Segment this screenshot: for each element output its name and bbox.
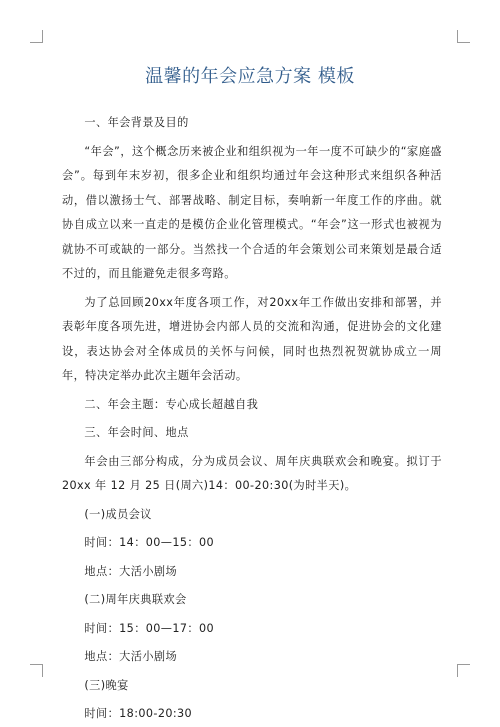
part-time-dinner: 时间：18:00-20:30 xyxy=(84,707,193,720)
part-time-anniversary-party: 时间：15：00—17：00 xyxy=(84,621,215,635)
part-title-anniversary-party: (二)周年庆典联欢会 xyxy=(84,593,187,606)
part-place-anniversary-party: 地点：大活小剧场 xyxy=(84,650,178,663)
document-title: 温馨的年会应急方案 模板 xyxy=(145,66,355,87)
part-place-member-meeting: 地点：大活小剧场 xyxy=(84,564,178,578)
part-title-member-meeting: (一)成员会议 xyxy=(84,507,152,521)
crop-mark-top-left xyxy=(30,30,43,43)
paragraph-schedule: 年会由三部分构成，分为成员会议、周年庆典联欢会和晚宴。拟订于 20xx 年 12 月 25 日(周六)14：00-20:30(为时半天)。 xyxy=(62,454,442,492)
section-heading-background: 一、年会背景及目的 xyxy=(84,116,189,129)
document-body xyxy=(62,111,442,727)
paragraph-annual-meeting-concept: “年会”，这个概念历来被企业和组织视为一年一度不可缺少的“家庭盛会”。每到年末岁初，很多企业和组织均通过年会这种形式来组织各种活动，借以激扬士气、部署战略、制定目标，奏响新一年度工作的序曲。就协自成立以来一直走的是模仿企业化管理模式。“年会”这一形式也被视为就协不可或缺的一部分。当然找一个合适的年会策划公司来策划是最合适不过的，而且能避免走很多弯路。 xyxy=(62,144,442,280)
crop-mark-bottom-left xyxy=(30,664,43,677)
part-title-dinner: (三)晚宴 xyxy=(84,678,129,692)
section-heading-theme: 二、年会主题：专心成长超越自我 xyxy=(84,397,259,411)
crop-mark-top-right xyxy=(457,30,470,43)
part-time-member-meeting: 时间：14：00—15：00 xyxy=(84,536,215,549)
crop-mark-bottom-right xyxy=(457,664,470,677)
paragraph-purpose: 为了总回顾20xx年度各项工作，对20xx年工作做出安排和部署，并表彰年度各项先进，增进协会内部人员的交流和沟通，促进协会的文化建设，表达协会对全体成员的关怀与问候，同时也热烈祝贺就协成立一周年，特决定举办此次主题年会活动。 xyxy=(62,295,442,382)
section-heading-time-place: 三、年会时间、地点 xyxy=(84,426,189,439)
